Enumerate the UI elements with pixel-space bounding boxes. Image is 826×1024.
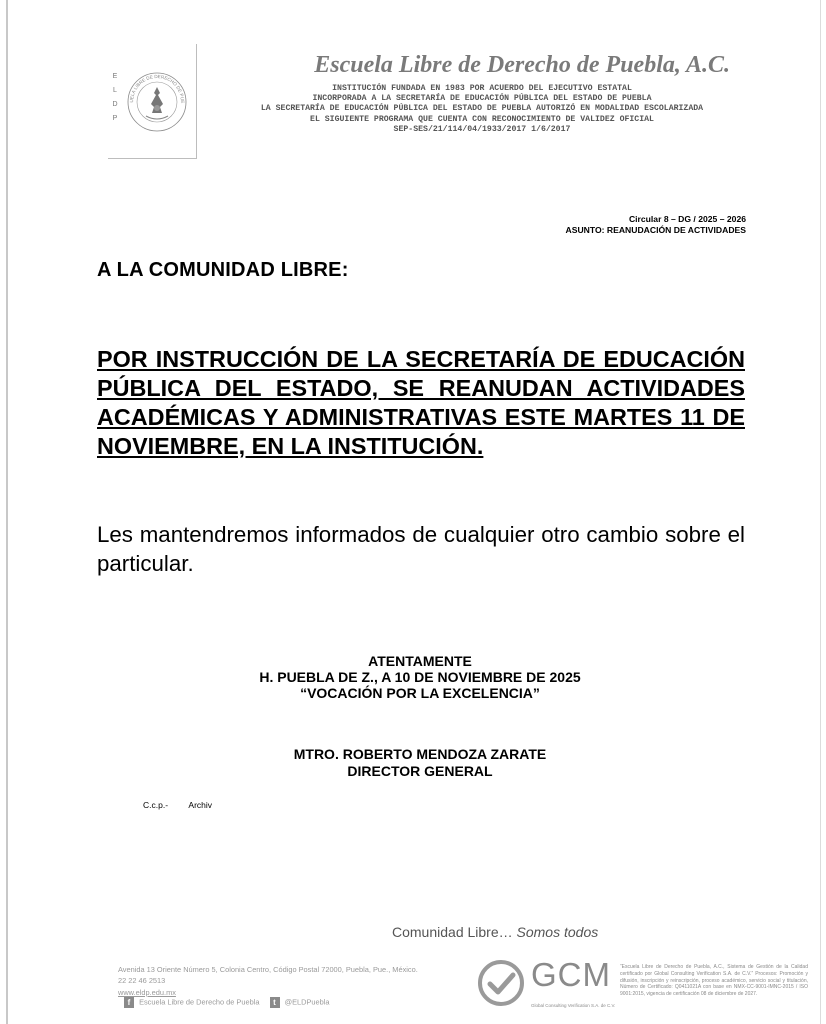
ccp-value: Archiv: [188, 800, 213, 810]
institution-line: INCORPORADA A LA SECRETARÍA DE EDUCACIÓN PÚBLICA DEL ESTADO DE PUEBLA: [312, 94, 652, 104]
twitter-link[interactable]: @ELDPuebla: [284, 997, 330, 1007]
social-links: [124, 997, 329, 1008]
svg-text:ESCUELA LIBRE DE DERECHO DE PU: [124, 64, 185, 103]
greeting: A LA COMUNIDAD LIBRE:: [97, 259, 349, 281]
institution-line: INSTITUCIÓN FUNDADA EN 1983 POR ACUERDO DEL EJECUTIVO ESTATAL: [332, 84, 632, 93]
closing-place-date: H. PUEBLA DE Z., A 10 DE NOVIEMBRE DE 2025: [259, 669, 581, 685]
announcement: POR INSTRUCCIÓN DE LA SECRETARÍA DE EDUCACIÓN PÚBLICA DEL ESTADO, SE REANUDAN ACTIVIDADES ACADÉMICAS Y ADMINISTRATIVAS ESTE MARTES 11 DE NOVIEMBRE, EN LA INSTITUCIÓN.: [97, 346, 745, 459]
address-line: Avenida 13 Oriente Número 5, Colonia Centro, Código Postal 72000, Puebla, Pue., México.: [118, 965, 418, 974]
school-name: Escuela Libre de Derecho de Puebla, A.C.: [314, 52, 730, 78]
circular-reference: [566, 214, 746, 236]
institution-line: EL SIGUIENTE PROGRAMA QUE CUENTA CON RECONOCIMIENTO DE VALIDEZ OFICIAL: [310, 114, 654, 124]
signer-name: MTRO. ROBERTO MENDOZA ZARATE: [293, 746, 547, 762]
closing-regards: ATENTAMENTE: [368, 653, 472, 669]
slogan-italic: Somos todos: [516, 924, 599, 940]
logo-letter: E: [112, 73, 118, 80]
circular-number: Circular 8 – DG / 2025 – 2026: [628, 214, 746, 224]
gcm-subtitle: Global Consulting Verification S.A. de C.V.: [531, 1003, 616, 1008]
footer-slogan: [392, 924, 598, 940]
closing-block: [180, 653, 660, 701]
website-link[interactable]: www.eldp.edu.mx: [118, 988, 176, 997]
page-edge: [6, 0, 8, 1024]
certification-note: “Escuela Libre de Derecho de Puebla, A.C., Sistema de Gestión de la Calidad certificado por Global Consulting Verification S.A. de C.V.” Procesos: Promoción y difusión, inscripción y reinscripción, proceso académico, servicio social y titulación, Número de Certificado: Q0411021A con base en NMX-CC-9001-IMNC-2015 / ISO 9001:2015, vigencia de certificación 08 de diciembre de 2027.: [620, 964, 808, 998]
closing-motto: “VOCACIÓN POR LA EXCELENCIA”: [300, 685, 540, 701]
phone-number: 22 22 46 2513: [118, 976, 166, 985]
gcm-logo-text: GCM: [531, 956, 611, 993]
institution-line: SEP-SES/21/114/04/1933/2017 1/6/2017: [393, 124, 571, 134]
seal-text: UELA LIBRE DE DERECHO DE PUE: [128, 73, 186, 104]
institution-info: [206, 84, 758, 135]
body-paragraph: Les mantendremos informados de cualquier otro cambio sobre el particular.: [97, 522, 745, 576]
logo-letter: P: [112, 115, 118, 122]
facebook-link[interactable]: Escuela Libre de Derecho de Puebla: [139, 997, 260, 1007]
logo-letter: L: [113, 87, 117, 94]
page-edge-right: [820, 0, 821, 1024]
slogan-main: Comunidad Libre…: [392, 924, 513, 940]
ccp-label: C.c.p.-: [143, 800, 169, 810]
gcm-check-icon: [478, 960, 524, 1006]
twitter-icon: t: [270, 997, 280, 1008]
logo-letter: D: [112, 101, 118, 108]
institution-line: LA SECRETARÍA DE EDUCACIÓN PÚBLICA DEL ESTADO DE PUEBLA AUTORIZÓ EN MODALIDAD ESCOLARIZADA: [260, 104, 704, 114]
carbon-copy: [143, 800, 212, 810]
footer-address: [118, 964, 418, 986]
logo-letters: [110, 70, 120, 126]
subject-line: ASUNTO: REANUDACIÓN DE ACTIVIDADES: [565, 225, 746, 235]
school-seal-logo: [124, 64, 190, 138]
facebook-icon: f: [124, 997, 134, 1008]
signer-title: DIRECTOR GENERAL: [347, 763, 493, 779]
signature-block: [180, 746, 660, 780]
